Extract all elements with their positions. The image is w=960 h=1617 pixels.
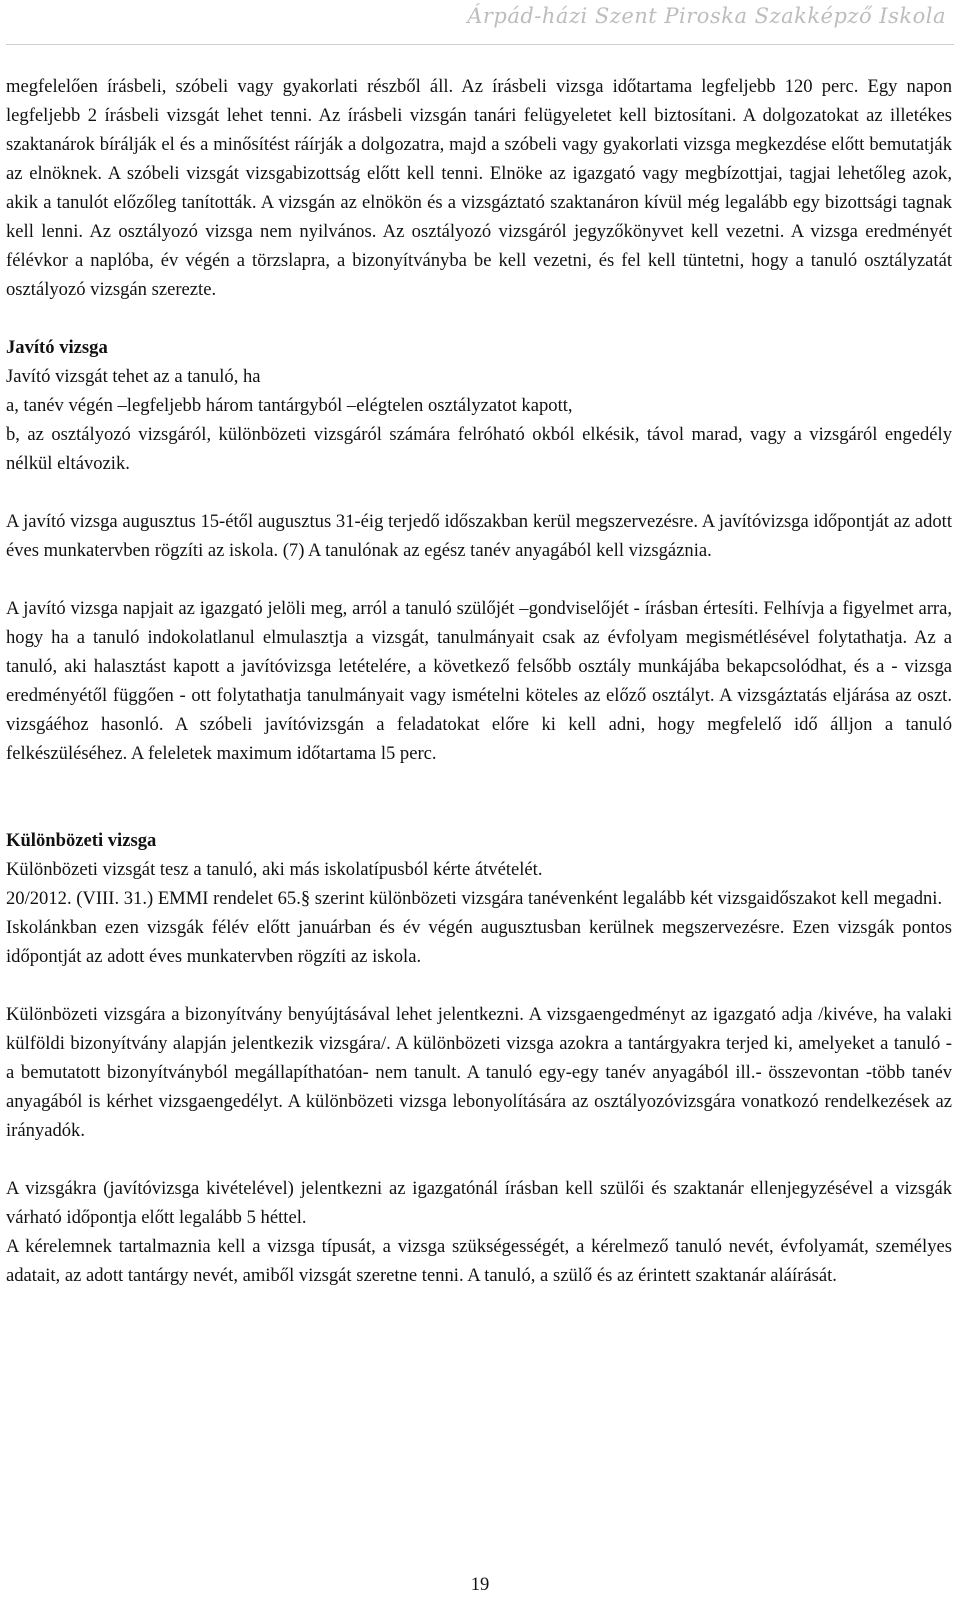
kulonbozeti-paragraph-2: A vizsgákra (javítóvizsga kivételével) jelentkezni az igazgatónál írásban kell szülői és szaktanár ellenjegyzésével a vizsgák várható időpontja előtt legalább 5 héttel. xyxy=(6,1178,952,1228)
javito-paragraph-2: A javító vizsga napjait az igazgató jelöli meg, arról a tanuló szülőjét –gondviselőjét - írásban értesíti. Felhívja a figyelmet arra, hogy ha a tanuló indokolatlanul elmulasztja a vizsgát, tanulmányait csak az évfolyam megismétlésével folytathatja. Az a tanuló, aki halasztást kapott a javítóvizsga letételére, a következő felsőbb osztály munkájába bekapcsolódhat, és a - vizsga eredményétől függően - ott folytathatja tanulmányait vagy ismételni köteles az előző osztályt. A vizsgáztatás eljárása az oszt. vizsgáéhoz hasonló. A szóbeli javítóvizsgán a feladatokat előre ki kell adni, hogy megfelelő idő álljon a tanuló felkészüléséhez. A feleletek maximum időtartama l5 perc. xyxy=(6,598,952,764)
page-number: 19 xyxy=(470,1574,490,1595)
school-name-header: Árpád-házi Szent Piroska Szakképző Iskola xyxy=(467,4,946,28)
javito-paragraph-1: A javító vizsga augusztus 15-étől augusztus 31-éig terjedő időszakban kerül megszervezésre. A javítóvizsga időpontját az adott éves munkatervben rögzíti az iskola. (7) A tanulónak az egész tanév anyagából kell vizsgáznia. xyxy=(6,511,952,561)
javito-item-b: b, az osztályozó vizsgáról, különbözeti vizsgáról számára felróható okból elkésik, távol marad, vagy a vizsgáról engedély nélkül eltávozik. xyxy=(6,424,952,474)
header-divider xyxy=(6,44,954,45)
kulonbozeti-line-3: Iskolánkban ezen vizsgák félév előtt januárban és év végén augusztusban kerülnek megszervezésre. Ezen vizsgák pontos időpontját az adott éves munkatervben rögzíti az iskola. xyxy=(6,917,952,967)
kulonbozeti-paragraph-1: Különbözeti vizsgára a bizonyítvány benyújtásával lehet jelentkezni. A vizsgaengedményt az igazgató adja /kivéve, ha valaki külföldi bizonyítvány alapján jelentkezik vizsgára/. A különbözeti vizsga azokra a tantárgyakra terjed ki, amelyeket a tanuló - a bemutatott bizonyítványból megállapíthatóan- nem tanult. A tanuló egy-egy tanév anyagából ill.- összevontan -több tanév anyagából is kérhet vizsgaengedélyt. A különbözeti vizsga lebonyolítására az osztályozóvizsgára vonatkozó rendelkezések az irányadók. xyxy=(6,1004,952,1141)
page-body xyxy=(6,72,952,1290)
kulonbozeti-heading: Különbözeti vizsga xyxy=(6,830,157,851)
kulonbozeti-line-1: Különbözeti vizsgát tesz a tanuló, aki más iskolatípusból kérte átvételét. xyxy=(6,859,543,880)
kulonbozeti-paragraph-3: A kérelemnek tartalmaznia kell a vizsga típusát, a vizsga szükségességét, a kérelmező tanuló nevét, évfolyamát, személyes adatait, az adott tantárgy nevét, amiből vizsgát szeretne tenni. A tanuló, a szülő és az érintett szaktanár aláírását. xyxy=(6,1236,952,1286)
intro-paragraph: megfelelően írásbeli, szóbeli vagy gyakorlati részből áll. Az írásbeli vizsga időtartama legfeljebb 120 perc. Egy napon legfeljebb 2 írásbeli vizsgát lehet tenni. Az írásbeli vizsgán tanári felügyeletet kell biztosítani. A dolgozatokat az illetékes szaktanárok bírálják el és a minősítést ráírják a dolgozatra, majd a szóbeli vagy gyakorlati vizsga megkezdése előtt bemutatják az elnöknek. A szóbeli vizsgát vizsgabizottság előtt kell tenni. Elnöke az igazgató vagy megbízottjai, tagjai lehetőleg azok, akik a tanulót előzőleg tanították. A vizsgán az elnökön és a vizsgáztató szaktanáron kívül még legalább egy bizottsági tagnak kell lenni. Az osztályozó vizsga nem nyilvános. Az osztályozó vizsgáról jegyzőkönyvet kell vezetni. A vizsga eredményét félévkor a naplóba, év végén a törzslapra, a bizonyítványba be kell vezetni, és fel kell tüntetni, hogy a tanuló osztályzatát osztályozó vizsgán szerezte. xyxy=(6,76,952,300)
javito-heading: Javító vizsga xyxy=(6,337,108,358)
kulonbozeti-line-2: 20/2012. (VIII. 31.) EMMI rendelet 65.§ szerint különbözeti vizsgára tanévenként legalább két vizsgaidőszakot kell megadni. xyxy=(6,888,943,909)
javito-item-a: a, tanév végén –legfeljebb három tantárgyból –elégtelen osztályzatot kapott, xyxy=(6,395,573,416)
javito-lead: Javító vizsgát tehet az a tanuló, ha xyxy=(6,366,261,387)
